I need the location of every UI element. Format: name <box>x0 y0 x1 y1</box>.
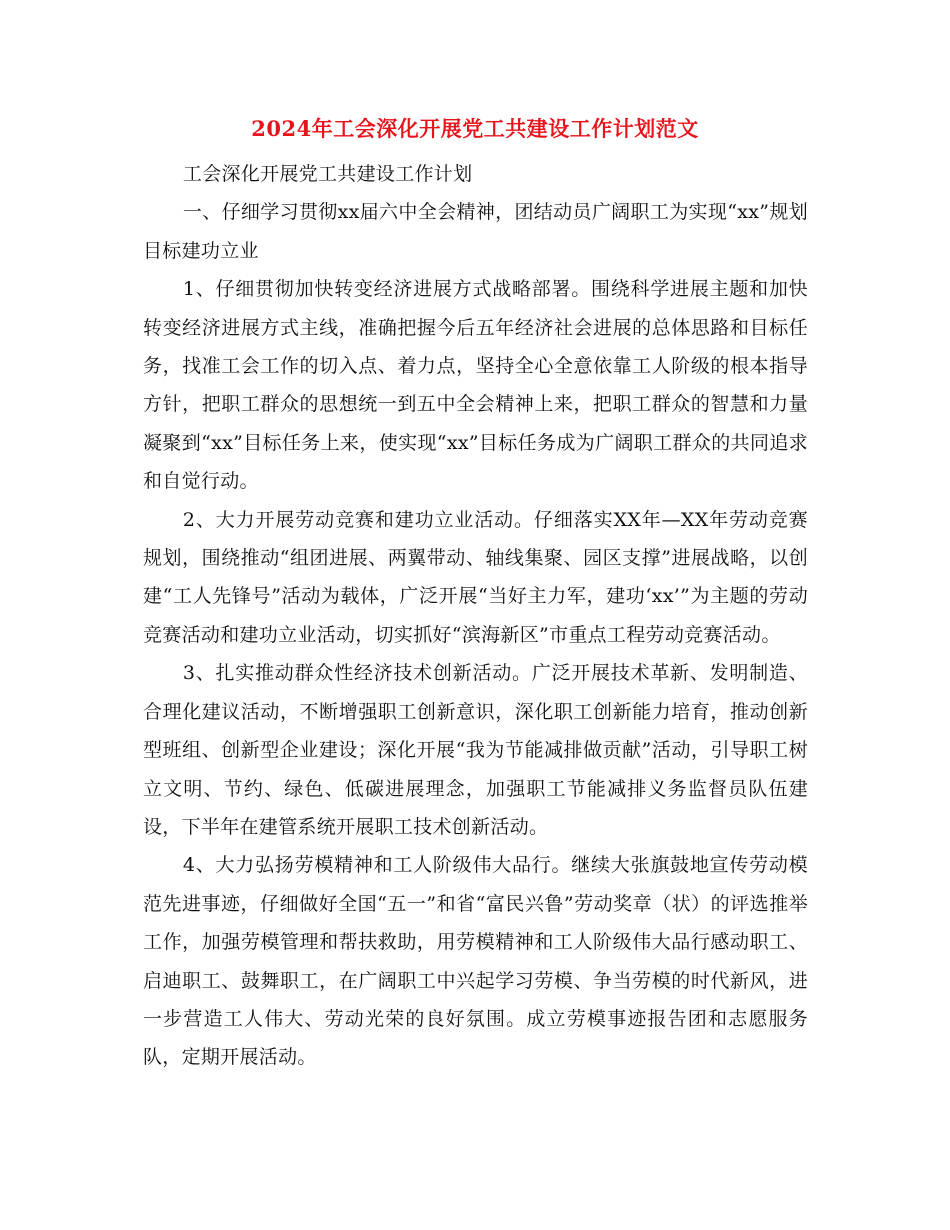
document-body <box>143 155 808 1077</box>
paragraph-plan-heading: 工会深化开展党工共建设工作计划 <box>182 163 473 185</box>
paragraph-item-3: 3、扎实推动群众性经济技术创新活动。广泛开展技术革新、发明制造、合理化建议活动，不断增强职工创新意识，深化职工创新能力培育，推动创新型班组、创新型企业建设；深化开展“我为节能减排做贡献”活动，引导职工树立文明、节约、绿色、低碳进展理念，加强职工节能减排义务监督员队伍建设，下半年在建管系统开展职工技术创新活动。 <box>143 662 808 838</box>
paragraph-item-1: 1、仔细贯彻加快转变经济进展方式战略部署。围绕科学进展主题和加快转变经济进展方式主线，准确把握今后五年经济社会进展的总体思路和目标任务，找准工会工作的切入点、着力点，坚持全心全意依靠工人阶级的根本指导方针，把职工群众的思想统一到五中全会精神上来，把职工群众的智慧和力量凝聚到“xx”目标任务上来，使实现“xx”目标任务成为广阔职工群众的共同追求和自觉行动。 <box>143 278 808 493</box>
paragraph-item-4: 4、大力弘扬劳模精神和工人阶级伟大品行。继续大张旗鼓地宣传劳动模范先进事迹，仔细做好全国“五一”和省“富民兴鲁”劳动奖章（状）的评选推举工作，加强劳模管理和帮扶救助，用劳模精神和工人阶级伟大品行感动职工、启迪职工、鼓舞职工，在广阔职工中兴起学习劳模、争当劳模的时代新风，进一步营造工人伟大、劳动光荣的良好氛围。成立劳模事迹报告团和志愿服务队，定期开展活动。 <box>143 854 808 1069</box>
document-title: 2024年工会深化开展党工共建设工作计划范文 <box>251 116 699 141</box>
paragraph-item-2: 2、大力开展劳动竞赛和建功立业活动。仔细落实XX年—XX年劳动竞赛规划，围绕推动“组团进展、两翼带动、轴线集聚、园区支撑”进展战略，以创建“工人先锋号”活动为载体，广泛开展“当好主力军，建功‘xx’”为主题的劳动竞赛活动和建功立业活动，切实抓好“滨海新区”市重点工程劳动竞赛活动。 <box>143 508 808 646</box>
paragraph-section-one: 一、仔细学习贯彻xx届六中全会精神，团结动员广阔职工为实现“xx”规划目标建功立业 <box>143 201 808 262</box>
